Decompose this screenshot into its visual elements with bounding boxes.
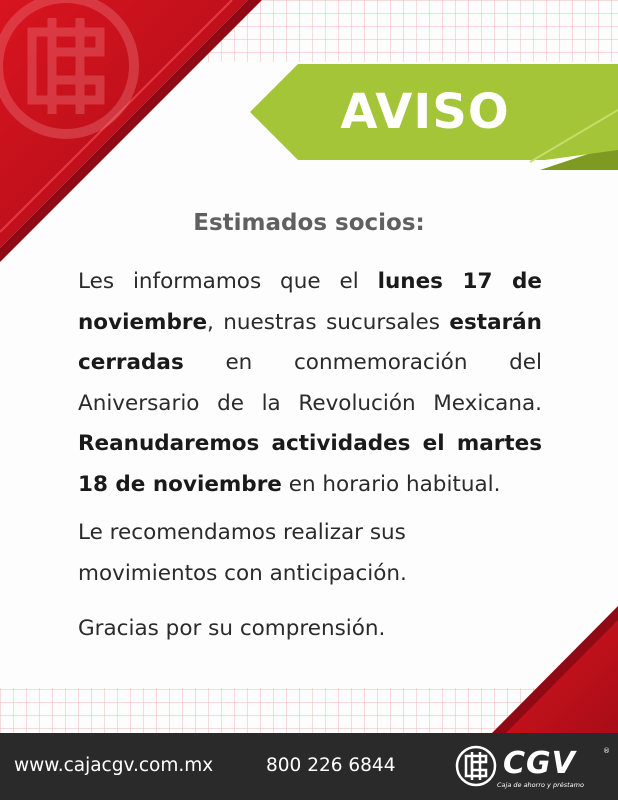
body-text-4: en horario habitual. [281,471,501,497]
body-text-2: , nuestras sucursales [207,309,450,335]
footer-bar [0,733,618,800]
recommendation-paragraph: Le recomendamos realizar sus movimientos con anticipación. [78,520,407,586]
brand-tagline: Caja de ahorro y préstamo [497,781,584,789]
thanks-paragraph: Gracias por su comprensión. [78,616,386,641]
body-bold-date: lunes 17 de noviembre [78,269,542,335]
website-link[interactable]: www.cajacgv.com.mx [14,755,214,776]
brand-name: CGV [503,746,576,781]
phone-number[interactable]: 800 226 6844 [266,755,396,776]
body-text-3: en conmemoración del Aniversario de la Revolución Mexicana. [78,350,542,416]
registered-mark: ® [603,747,610,755]
cgv-logo-icon [455,745,497,787]
body-bold-closed: estarán cerradas [78,309,542,375]
greeting-heading: Estimados socios: [193,210,425,236]
body-text-1: Les informamos que el [78,269,378,294]
notice-body [78,262,542,505]
body-bold-resume: Reanudaremos actividades el martes 18 de noviembre [78,431,542,497]
page-title: AVISO [340,84,510,140]
